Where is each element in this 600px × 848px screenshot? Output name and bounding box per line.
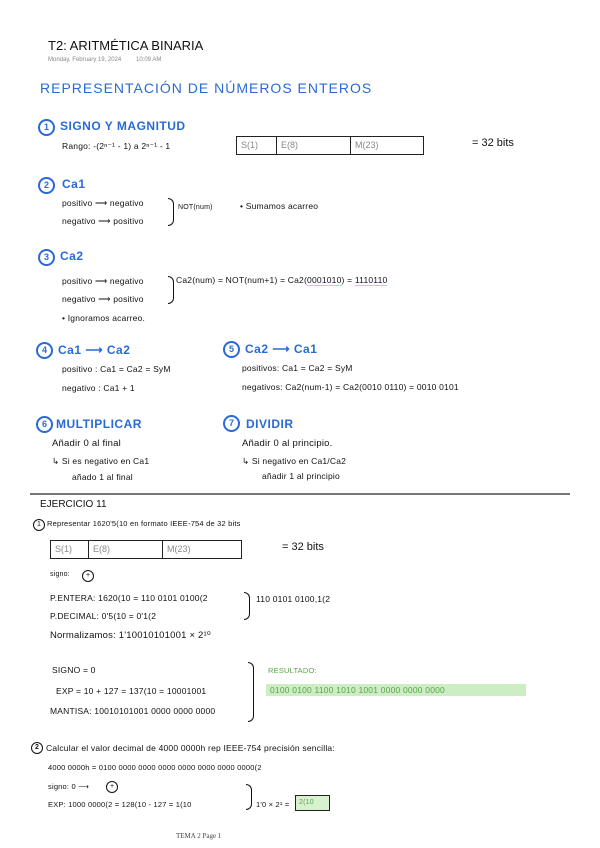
- result-label: RESULTADO:: [268, 666, 317, 675]
- section-number: 7: [223, 415, 240, 432]
- note-line: negativos: Ca2(num-1) = Ca2(0010 0110) = 0010 0101: [242, 382, 459, 392]
- section-number: 6: [36, 416, 53, 433]
- note-line: ↳ Si es negativo en Ca1: [52, 456, 150, 466]
- ieee-format-box: [236, 136, 424, 155]
- main-heading: REPRESENTACIÓN DE NÚMEROS ENTEROS: [40, 80, 373, 96]
- note-line: positivo ⟶ negativo: [62, 276, 144, 286]
- note-line: • Sumamos acarreo: [240, 201, 319, 211]
- note-line: negativo : Ca1 + 1: [62, 383, 135, 393]
- page-date: Monday, February 19, 2024: [48, 57, 122, 63]
- note-line: EXP = 10 + 127 = 137(10 = 10001001: [56, 686, 207, 696]
- bits-total: = 32 bits: [472, 137, 514, 149]
- sign-positive-icon: +: [82, 570, 94, 582]
- note-line: MANTISA: 10010101001 0000 0000 0000: [50, 706, 216, 716]
- section-title: DIVIDIR: [246, 417, 294, 431]
- note-line: Añadir 0 al principio.: [242, 438, 333, 449]
- brace: [168, 276, 174, 304]
- ieee-format-box: [50, 540, 242, 559]
- answer-box: 2(10: [295, 795, 330, 811]
- note-line: Añadir 0 al final: [52, 438, 121, 449]
- note-line: positivo : Ca1 = Ca2 = SyM: [62, 364, 171, 374]
- note-line: negativo ⟶ positivo: [62, 294, 144, 304]
- question-statement: Representar 1620'5(10 en formato IEEE-754 de 32 bits: [47, 519, 241, 528]
- divider: [30, 493, 570, 495]
- section-title: Ca1 ⟶ Ca2: [58, 343, 131, 357]
- note-line: • Ignoramos acarreo.: [62, 313, 146, 323]
- note-line: 4000 0000h = 0100 0000 0000 0000 0000 0000 0000 0000(2: [48, 763, 262, 772]
- section-title: SIGNO Y MAGNITUD: [60, 119, 186, 133]
- question-statement: Calcular el valor decimal de 4000 0000h rep IEEE-754 precisión sencilla:: [46, 743, 335, 753]
- note-line: P.ENTERA: 1620(10 = 110 0101 0100(2: [50, 593, 208, 603]
- question-number: 2: [31, 742, 43, 754]
- exponent-field: E(8): [89, 541, 163, 558]
- section-title: Ca2: [60, 249, 84, 263]
- formula-part: ) =: [341, 275, 355, 285]
- sign-positive-icon: +: [106, 781, 118, 793]
- note-line: signo:: [50, 571, 70, 578]
- page-title: T2: ARITMÉTICA BINARIA: [48, 38, 204, 53]
- brace: [168, 198, 174, 226]
- section-number: 2: [38, 177, 55, 194]
- formula-part: 1110110: [354, 275, 388, 285]
- sign-field: S(1): [237, 137, 277, 154]
- formula-part: Ca2(num) = NOT(num+1) = Ca2(: [176, 275, 308, 285]
- note-line: NOT(num): [178, 204, 213, 211]
- brace: [248, 662, 254, 722]
- note-line: SIGNO = 0: [52, 665, 96, 675]
- note-line: 110 0101 0100,1(2: [256, 594, 331, 604]
- note-line: signo: 0 ⟶: [48, 782, 90, 791]
- brace: [246, 784, 252, 810]
- note-line: Normalizamos: 1'10010101001 × 2¹⁰: [50, 630, 211, 641]
- bits-total: = 32 bits: [282, 541, 324, 553]
- note-line: EXP: 1000 0000(2 = 128(10 - 127 = 1(10: [48, 800, 192, 809]
- range-text: Rango: -(2ⁿ⁻¹ - 1) a 2ⁿ⁻¹ - 1: [62, 141, 171, 151]
- note-line: positivos: Ca1 = Ca2 = SyM: [242, 363, 353, 373]
- question-number: 1: [33, 519, 45, 531]
- section-title: Ca1: [62, 177, 86, 191]
- page-footer: TEMA 2 Page 1: [176, 832, 222, 840]
- mantissa-field: M(23): [355, 140, 379, 150]
- note-line: añadir 1 al principio: [262, 471, 340, 481]
- formula-part: 0001010: [307, 275, 342, 285]
- page-time: 10:09 AM: [136, 57, 162, 63]
- section-number: 4: [36, 342, 53, 359]
- note-line: añado 1 al final: [72, 472, 133, 482]
- note-line: positivo ⟶ negativo: [62, 198, 144, 208]
- note-line: P.DECIMAL: 0'5(10 = 0'1(2: [50, 611, 157, 621]
- section-number: 5: [223, 341, 240, 358]
- result-value: 0100 0100 1100 1010 1001 0000 0000 0000: [266, 684, 526, 696]
- note-line: negativo ⟶ positivo: [62, 216, 144, 226]
- exponent-field: E(8): [277, 137, 351, 154]
- brace: [244, 592, 250, 620]
- note-line: 1'0 × 2¹ =: [256, 800, 290, 809]
- ca2-formula: [176, 275, 387, 285]
- exercise-title: EJERCICIO 11: [40, 499, 107, 510]
- section-number: 1: [38, 119, 55, 136]
- section-number: 3: [38, 249, 55, 266]
- mantissa-field: M(23): [167, 544, 191, 554]
- sign-field: S(1): [51, 541, 89, 558]
- section-title: Ca2 ⟶ Ca1: [245, 342, 318, 356]
- note-line: ↳ Si negativo en Ca1/Ca2: [242, 456, 347, 466]
- section-title: MULTIPLICAR: [56, 417, 142, 431]
